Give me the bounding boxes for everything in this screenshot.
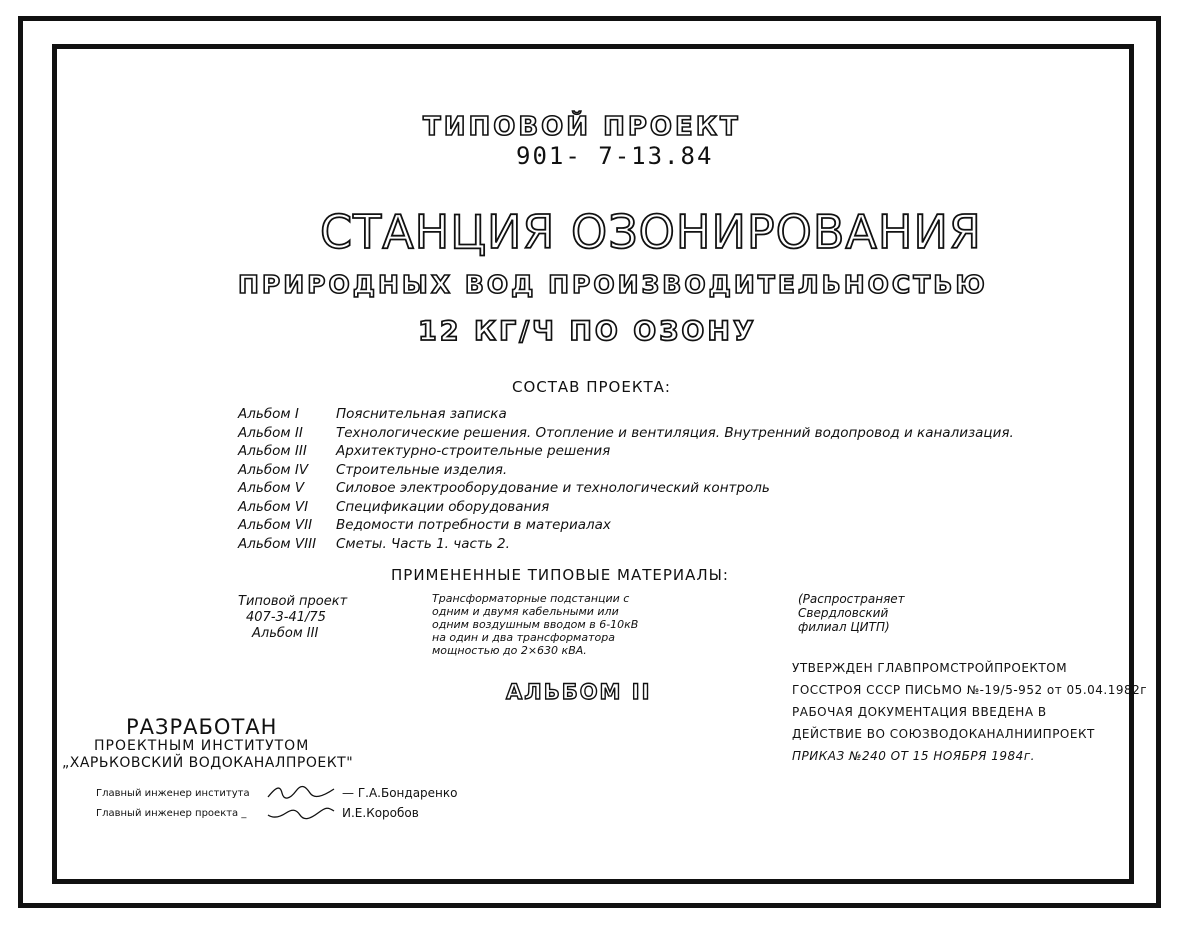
materials-title: ПРИМЕНЕННЫЕ ТИПОВЫЕ МАТЕРИАЛЫ: xyxy=(391,566,729,584)
album-row xyxy=(238,516,1014,535)
ref-line: Трансформаторные подстанции с xyxy=(432,592,630,605)
developer-title: РАЗРАБОТАН xyxy=(126,715,278,739)
album-number: Альбом VII xyxy=(238,517,313,534)
approval-line: ДЕЙСТВИЕ ВО СОЮЗВОДОКАНАЛНИИПРОЕКТ xyxy=(792,727,1095,741)
ref-line: одним и двумя кабельными или xyxy=(432,605,619,618)
album-label: АЛЬБОМ II xyxy=(506,680,652,704)
materials-description xyxy=(432,592,638,657)
approval-line: ГОССТРОЯ СССР ПИСЬМО №-19/5-952 от 05.04.1982г xyxy=(792,683,1148,697)
album-row xyxy=(238,498,1014,517)
project-code: 901- 7-13.84 xyxy=(516,142,714,170)
approval-block xyxy=(792,657,1147,767)
developer-by: ПРОЕКТНЫМ ИНСТИТУТОМ xyxy=(94,738,310,754)
album-number: Альбом VIII xyxy=(238,535,317,552)
ref-line: одним воздушным вводом в 6-10кВ xyxy=(432,618,639,631)
composition-title: СОСТАВ ПРОЕКТА: xyxy=(512,378,671,396)
signature-name: — Г.А.Бондаренко xyxy=(342,786,458,800)
project-type: ТИПОВОЙ ПРОЕКТ xyxy=(423,112,741,142)
album-number: Альбом III xyxy=(238,443,307,460)
ref-line: мощностью до 2×630 кВА. xyxy=(432,644,587,657)
signature-mark xyxy=(266,803,336,823)
developer-org: „ХАРЬКОВСКИЙ ВОДОКАНАЛПРОЕКТ" xyxy=(62,755,354,771)
album-description: Ведомости потребности в материалах xyxy=(336,517,611,534)
signature-row xyxy=(96,803,419,823)
signature-role: Главный инженер института xyxy=(96,787,250,799)
ref-line: филиал ЦИТП) xyxy=(798,620,890,634)
ref-line: (Распространяет xyxy=(798,592,905,606)
album-description: Спецификации оборудования xyxy=(336,498,550,515)
album-description: Силовое электрооборудование и технологический контроль xyxy=(336,480,770,497)
title-main: СТАНЦИЯ ОЗОНИРОВАНИЯ xyxy=(320,205,982,259)
materials-project-ref xyxy=(238,594,347,642)
album-description: Архитектурно-строительные решения xyxy=(336,443,611,460)
approval-line: УТВЕРЖДЕН ГЛАВПРОМСТРОЙПРОЕКТОМ xyxy=(792,661,1068,675)
signature-mark xyxy=(266,783,336,803)
title-sub: ПРИРОДНЫХ ВОД ПРОИЗВОДИТЕЛЬНОСТЬЮ xyxy=(238,270,988,299)
ref-line: Типовой проект xyxy=(238,594,348,609)
signature-role: Главный инженер проекта _ xyxy=(96,807,247,819)
album-row xyxy=(238,442,1014,461)
album-number: Альбом VI xyxy=(238,498,309,515)
album-description: Технологические решения. Отопление и вентиляция. Внутренний водопровод и канализация. xyxy=(336,424,1014,441)
approval-line: РАБОЧАЯ ДОКУМЕНТАЦИЯ ВВЕДЕНА В xyxy=(792,705,1047,719)
album-row xyxy=(238,479,1014,498)
album-row xyxy=(238,424,1014,443)
ref-line: Альбом III xyxy=(252,626,319,641)
album-list xyxy=(238,405,1014,553)
ref-line: 407-3-41/75 xyxy=(246,610,326,625)
signature-name: И.Е.Коробов xyxy=(342,806,419,820)
album-row xyxy=(238,405,1014,424)
ref-line: Свердловский xyxy=(798,606,889,620)
album-row xyxy=(238,461,1014,480)
ref-line: на один и два трансформатора xyxy=(432,631,615,644)
album-number: Альбом I xyxy=(238,406,299,423)
album-number: Альбом V xyxy=(238,480,305,497)
album-description: Строительные изделия. xyxy=(336,461,508,478)
title-capacity: 12 КГ/Ч ПО ОЗОНУ xyxy=(418,316,757,347)
signature-row xyxy=(96,783,457,803)
album-number: Альбом IV xyxy=(238,461,309,478)
album-number: Альбом II xyxy=(238,424,303,441)
approval-line: ПРИКАЗ №240 ОТ 15 НОЯБРЯ 1984г. xyxy=(792,749,1035,763)
materials-distribution xyxy=(798,592,905,634)
album-row xyxy=(238,535,1014,554)
album-description: Пояснительная записка xyxy=(336,406,507,423)
album-description: Сметы. Часть 1. часть 2. xyxy=(336,535,510,552)
